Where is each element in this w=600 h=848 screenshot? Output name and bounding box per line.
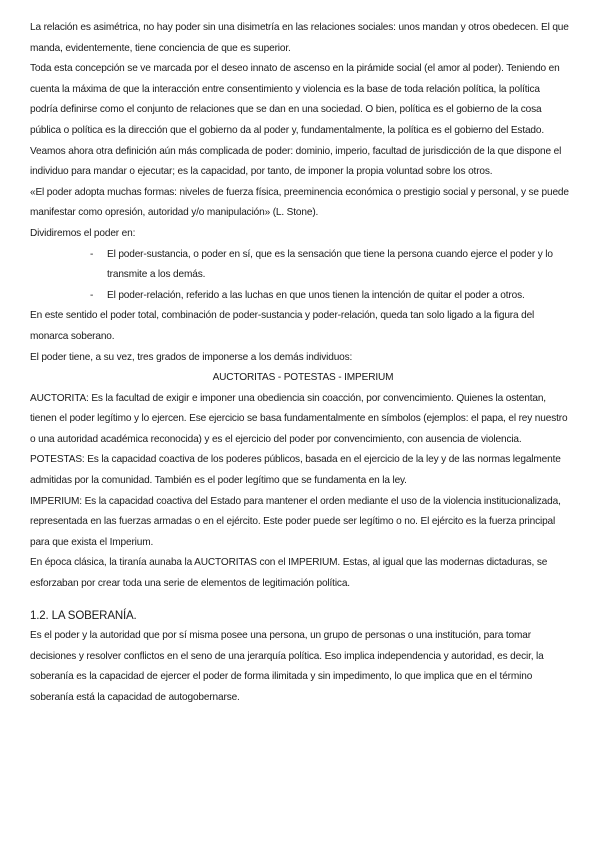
bullet-marker: - [90, 289, 94, 301]
paragraph-auctorita: AUCTORITA: Es la facultad de exigir e imponer una obediencia sin coacción, por convencimiento. Quienes la ostentan, tienen el poder legítimo y lo ejercen. Ese ejercicio se basa fundamentalmente en símbolos (ejemplos: el papa, el rey nuestro o una autoridad académica reconocida) y es el ejercicio del poder por convencimiento, con ausencia de violencia. [30, 392, 568, 445]
centered-title-grados: AUCTORITAS - POTESTAS - IMPERIUM [212, 372, 394, 384]
paragraph-concepcion: Toda esta concepción se ve marcada por el deseo innato de ascenso en la pirámide social (el amor al poder). Teniendo en cuenta la máxima de que la interacción entre consentimiento y violencia es la base de toda relación política, la política podría definirse como el conjunto de relaciones que se dan en una sociedad. O bien, política es el gobierno de la cosa pública o política es la dirección que el gobierno da al poder y, fundamentalmente, la política es el gobierno del Estado. Veamos ahora otra definición aún más complicada de poder: dominio, imperio, facultad de jurisdicción de la que dispone el individuo para mandar o ejecutar; es la capacidad, por tanto, de imponer la propia voluntad sobre los otros. [30, 63, 562, 178]
section-heading-soberania: 1.2. LA SOBERANÍA. [30, 609, 137, 622]
paragraph-soberania: Es el poder y la autoridad que por sí misma posee una persona, un grupo de personas o una institución, para tomar decisiones y resolver conflictos en el seno de una jerarquía política. Eso implica independencia y autoridad, es decir, la soberanía es la capacidad de ejercer el poder de forma ilimitada y sin impedimento, lo que implica que en el término soberanía está la capacidad de autogobernarse. [30, 630, 544, 703]
paragraph-imperium: IMPERIUM: Es la capacidad coactiva del Estado para mantener el orden mediante el uso de la violencia institucionalizada, representada en las fuerzas armadas o en el ejército. Este poder puede ser legítimo o no. El ejército es la fuerza principal para que exista el Imperium. [30, 495, 561, 548]
paragraph-epoca-clasica: En época clásica, la tiranía aunaba la AUCTORITAS con el IMPERIUM. Estas, al igual que las modernas dictaduras, se esforzaban por crear toda una serie de elementos de legitimación política. [30, 557, 548, 590]
bullet-marker: - [90, 248, 94, 260]
list-item-text: El poder-sustancia, o poder en sí, que es la sensación que tiene la persona cuando ejerce el poder y lo transmite a los demás. [107, 248, 553, 281]
list-item-text: El poder-relación, referido a las luchas en que unos tienen la intención de quitar el poder a otros. [107, 289, 525, 301]
paragraph-poder-total: En este sentido el poder total, combinación de poder-sustancia y poder-relación, queda tan solo ligado a la figura del monarca soberano. [30, 310, 535, 342]
section-spacer [30, 595, 570, 606]
paragraph-dividiremos: Dividiremos el poder en: [30, 227, 136, 239]
list-item-poder-sustancia [30, 245, 570, 286]
document-page [30, 18, 570, 709]
paragraph-asimetria: La relación es asimétrica, no hay poder sin una disimetría en las relaciones sociales: unos mandan y otros obedecen. El que manda, evidentemente, tiene conciencia de que es superior. [30, 22, 569, 54]
paragraph-potestas: POTESTAS: Es la capacidad coactiva de los poderes públicos, basada en el ejercicio de la ley y de las normas legalmente admitidas por la comunidad. También es el poder legítimo que se fundamenta en la ley. [30, 454, 561, 487]
list-item-poder-relacion [30, 286, 570, 307]
paragraph-cita-stone: «El poder adopta muchas formas: niveles de fuerza física, preeminencia económica o prestigio social y personal, y se puede manifestar como opresión, autoridad y/o manipulación» (L. Stone). [30, 186, 569, 219]
paragraph-tres-grados: El poder tiene, a su vez, tres grados de imponerse a los demás individuos: [30, 351, 353, 363]
